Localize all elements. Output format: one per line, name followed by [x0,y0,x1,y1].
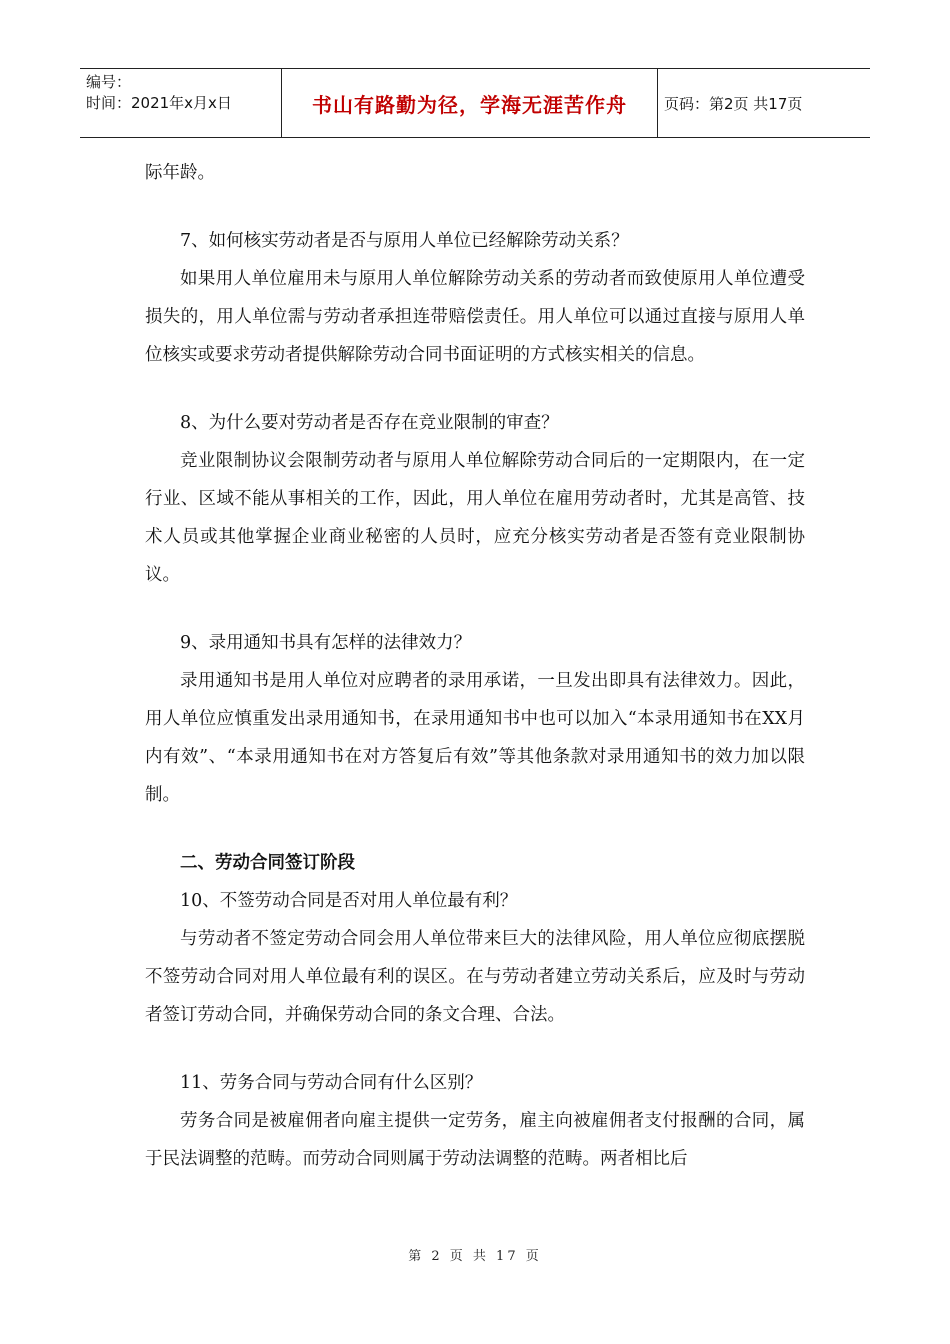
answer-9: 录用通知书是用人单位对应聘者的录用承诺，一旦发出即具有法律效力。因此，用人单位应慎重发出录用通知书，在录用通知书中也可以加入“本录用通知书在XX月内有效”、“本录用通知书在对方答复后有效”等其他条款对录用通知书的效力加以限制。 [145,671,805,805]
answer-11: 劳务合同是被雇佣者向雇主提供一定劳务，雇主向被雇佣者支付报酬的合同，属于民法调整的范畴。而劳动合同则属于劳动法调整的范畴。两者相比后 [145,1111,805,1169]
question-9: 9、录用通知书具有怎样的法律效力？ [180,633,472,653]
question-10: 10、不签劳动合同是否对用人单位最有利？ [180,891,518,911]
document-number-label: 编号： [86,73,132,91]
answer-8: 竞业限制协议会限制劳动者与原用人单位解除劳动合同后的一定期限内，在一定行业、区域不能从事相关的工作，因此，用人单位在雇用劳动者时，尤其是高管、技术人员或其他掌握企业商业秘密的人员时，应充分核实劳动者是否签有竞业限制协议。 [145,451,805,585]
document-date: 时间：2021年x月x日 [86,94,232,112]
answer-7: 如果用人单位雇用未与原用人单位解除劳动关系的劳动者而致使原用人单位遭受损失的，用人单位需与劳动者承担连带赔偿责任。用人单位可以通过直接与原用人单位核实或要求劳动者提供解除劳动合同书面证明的方式核实相关的信息。 [145,269,805,365]
question-7: 7、如何核实劳动者是否与原用人单位已经解除劳动关系？ [180,231,629,251]
answer-10: 与劳动者不签定劳动合同会用人单位带来巨大的法律风险，用人单位应彻底摆脱不签劳动合同对用人单位最有利的误区。在与劳动者建立劳动关系后，应及时与劳动者签订劳动合同，并确保劳动合同的条文合理、合法。 [145,929,805,1025]
section-heading: 二、劳动合同签订阶段 [180,853,355,873]
continued-line: 际年龄。 [145,163,215,183]
document-header [80,68,870,138]
page-footer: 第 2 页 共 17 页 [408,1249,542,1264]
header-page-code: 页码：第2页 共17页 [664,94,803,113]
document-body [145,154,805,1178]
question-11: 11、劳务合同与劳动合同有什么区别？ [180,1073,483,1093]
header-meta-cell [80,69,282,137]
question-8: 8、为什么要对劳动者是否存在竞业限制的审查？ [180,413,559,433]
header-motto: 书山有路勤为径，学海无涯苦作舟 [282,69,658,137]
